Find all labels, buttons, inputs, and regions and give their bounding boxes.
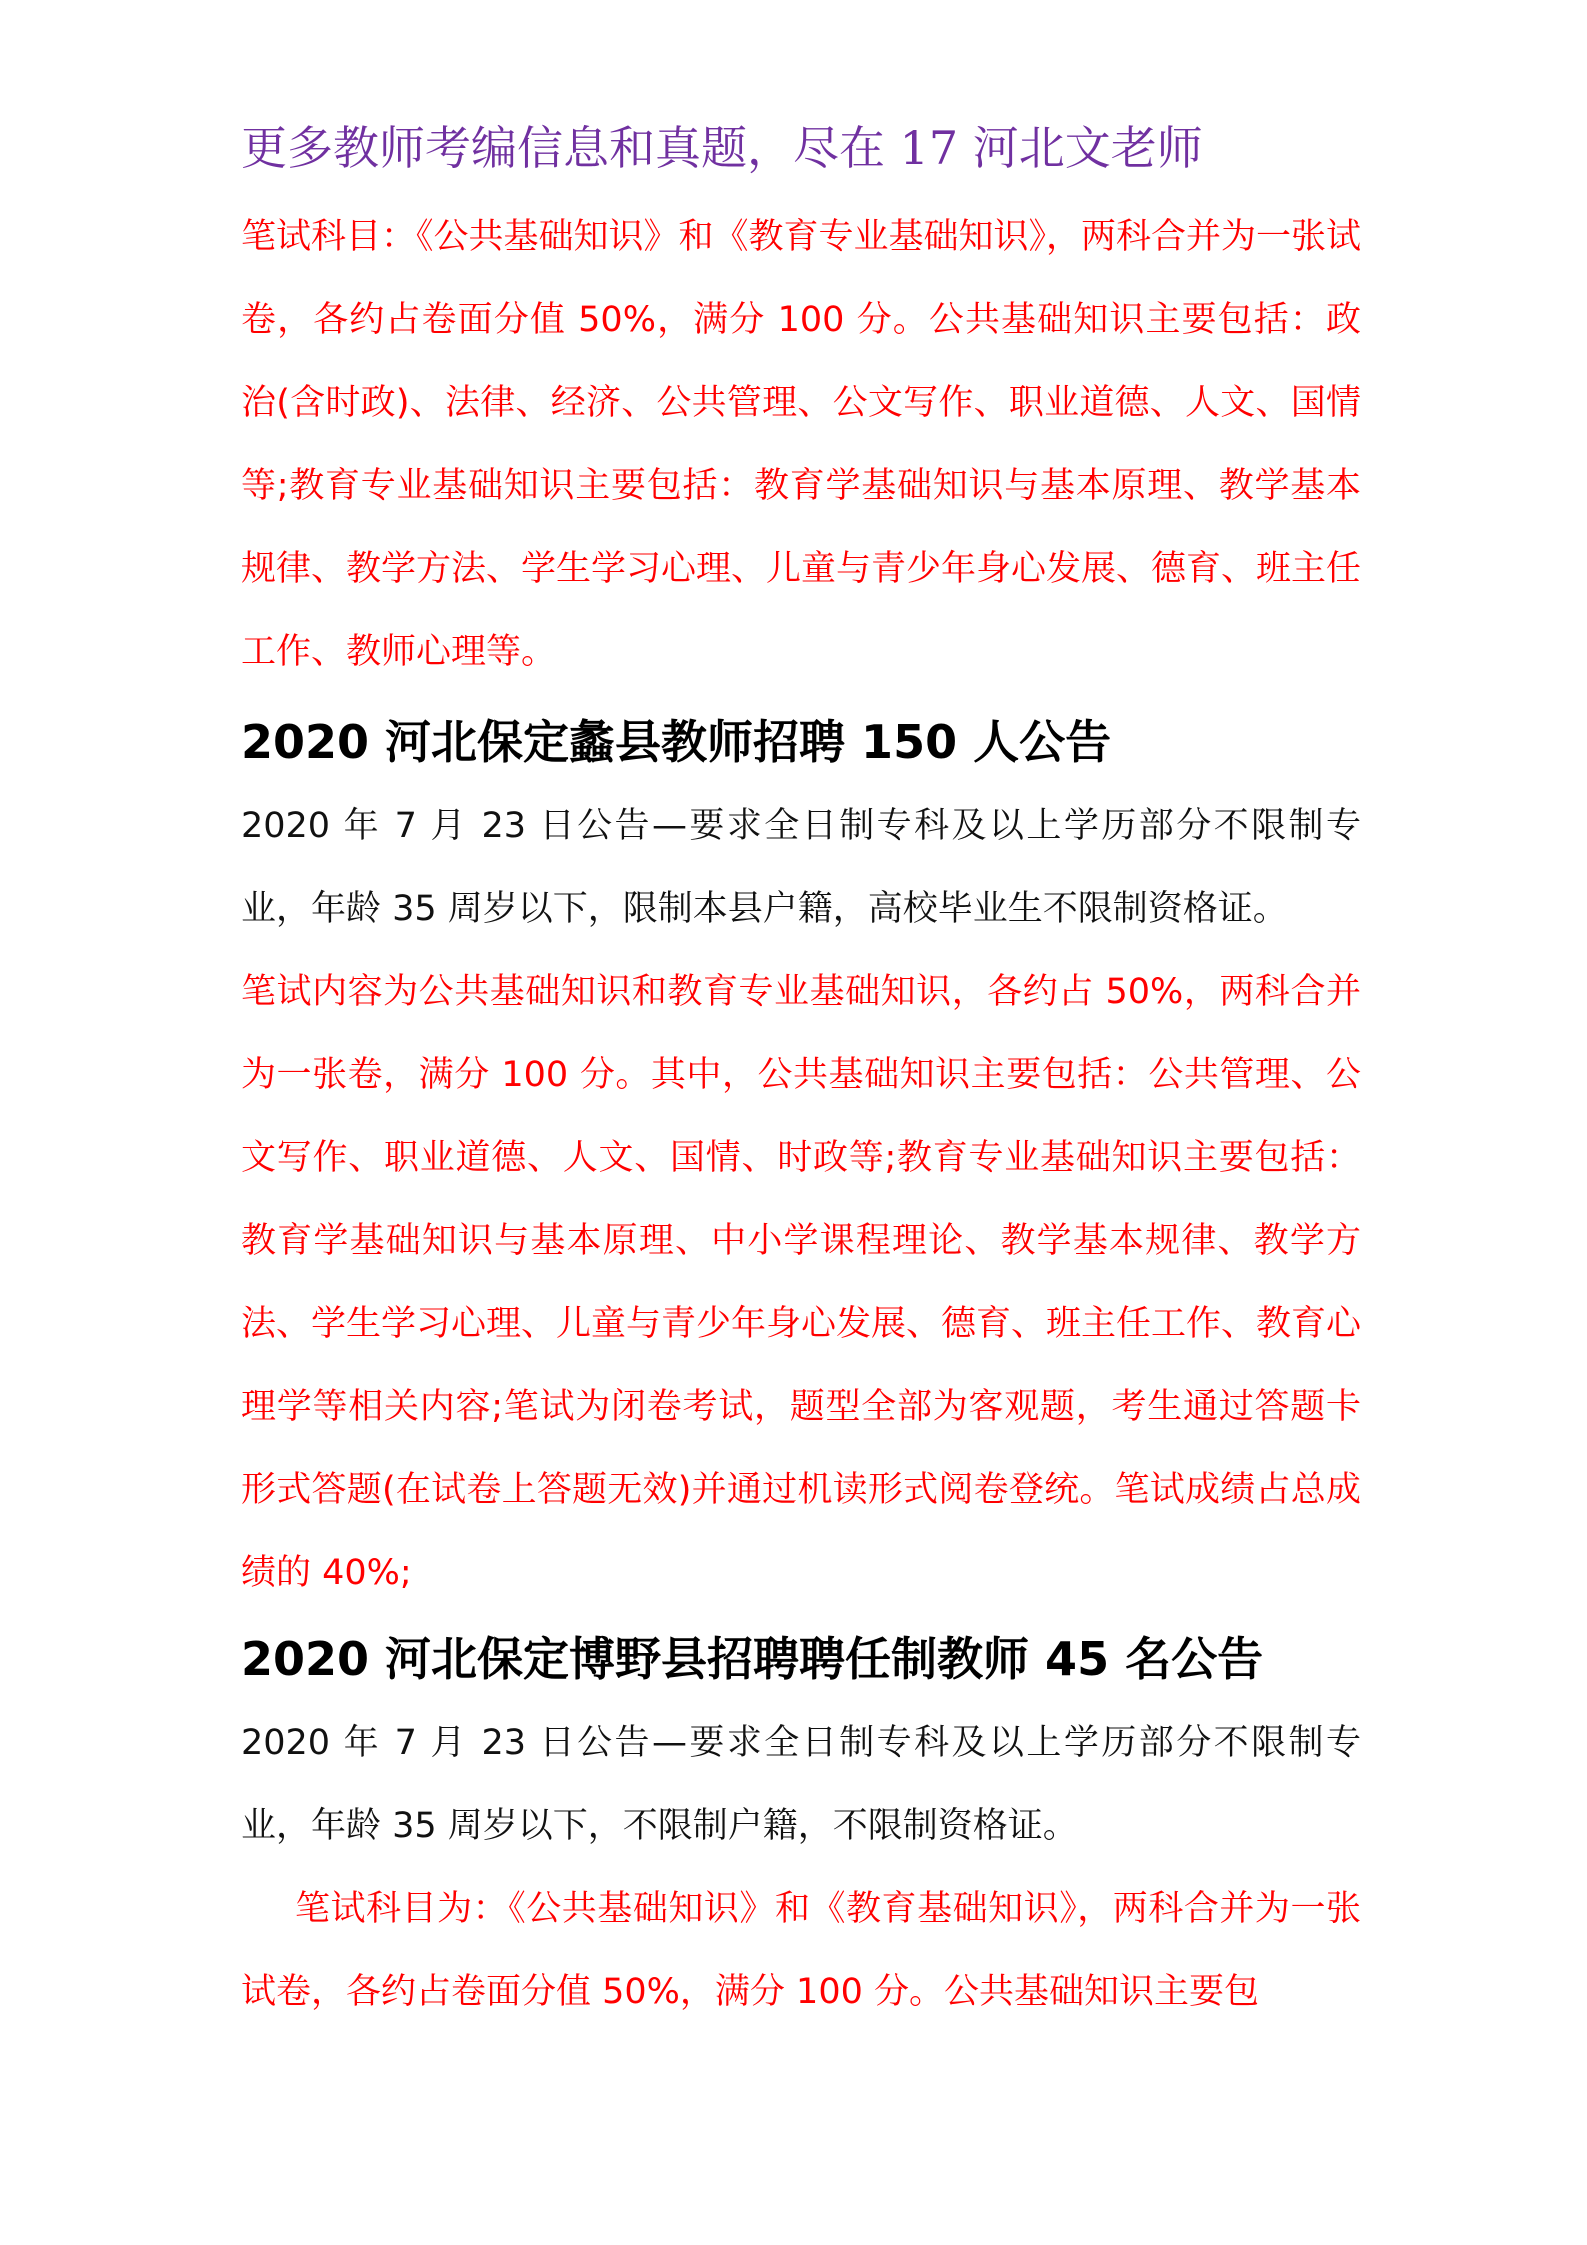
announcement-title-boye: 2020 河北保定博野县招聘聘任制教师 45 名公告 — [241, 1632, 1264, 1686]
requirements-paragraph-boye: 2020 年 7 月 23 日公告—要求全日制专科及以上学历部分不限制专业，年龄 35 周岁以下，不限制户籍，不限制资格证。 — [241, 1723, 1361, 1846]
exam-content-paragraph-lixian: 笔试内容为公共基础知识和教育专业基础知识，各约占 50%，两科合并为一张卷，满分 100 分。其中，公共基础知识主要包括：公共管理、公文写作、职业道德、人文、国情、时政等;教育专业基础知识主要包括：教育学基础知识与基本原理、中小学课程理论、教学基本规律、教学方法、学生学习心理、儿童与青少年身心发展、德育、班主任工作、教育心理学等相关内容;笔试为闭卷考试，题型全部为客观题，考生通过答题卡形式答题(在试卷上答题无效)并通过机读形式阅卷登统。笔试成绩占总成绩的 40%; — [241, 972, 1362, 1593]
requirements-paragraph-lixian: 2020 年 7 月 23 日公告—要求全日制专科及以上学历部分不限制专业，年龄 35 周岁以下，限制本县户籍，高校毕业生不限制资格证。 — [241, 806, 1361, 929]
announcement-title-lixian: 2020 河北保定蠡县教师招聘 150 人公告 — [241, 715, 1112, 769]
exam-subjects-paragraph: 笔试科目：《公共基础知识》和《教育专业基础知识》，两科合并为一张试卷，各约占卷面分值 50%，满分 100 分。公共基础知识主要包括：政治(含时政)、法律、经济、公共管理、公文写作、职业道德、人文、国情等;教育专业基础知识主要包括：教育学基础知识与基本原理、教学基本规律、教学方法、学生学习心理、儿童与青少年身心发展、德育、班主任工作、教师心理等。 — [241, 217, 1362, 672]
promo-header: 更多教师考编信息和真题，尽在 17 河北文老师 — [241, 121, 1203, 175]
exam-subjects-paragraph-boye: 笔试科目为：《公共基础知识》和《教育基础知识》，两科合并为一张试卷，各约占卷面分值 50%，满分 100 分。公共基础知识主要包 — [241, 1889, 1361, 2012]
